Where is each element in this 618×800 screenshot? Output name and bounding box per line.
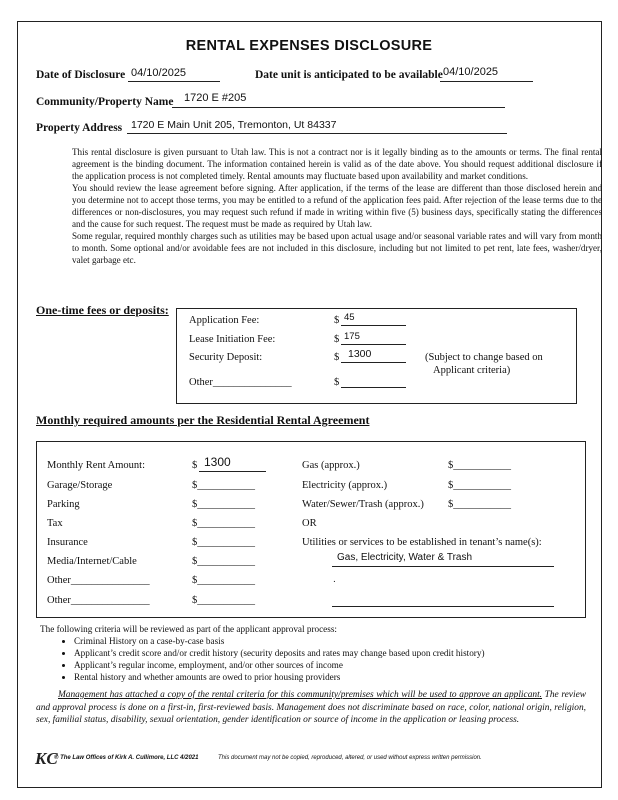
insurance-label: Insurance: [47, 537, 88, 548]
document-title: RENTAL EXPENSES DISCLOSURE: [185, 38, 433, 54]
garage-storage-label: Garage/Storage: [47, 480, 113, 491]
management-note-underlined: Management has attached a copy of the rental criteria for this community/premises which will be used to approve an applicant.: [58, 690, 543, 700]
community-field[interactable]: 1720 E #205: [184, 92, 247, 104]
monthly-other-1-label: Other_______________: [47, 575, 150, 586]
security-deposit-dollar: $: [334, 352, 340, 363]
gas-amount[interactable]: $___________: [448, 460, 511, 471]
one-time-other-label: Other_______________: [189, 377, 292, 388]
tax-amount[interactable]: $___________: [192, 518, 255, 529]
criteria-list: [40, 635, 485, 683]
monthly-other-2-label: Other_______________: [47, 595, 150, 606]
date-of-disclosure-line: [128, 81, 220, 82]
available-date-label: Date unit is anticipated to be available: [255, 69, 443, 81]
date-of-disclosure-field[interactable]: 04/10/2025: [131, 67, 187, 79]
available-date-field[interactable]: 04/10/2025: [443, 66, 499, 78]
monthly-rent-line: [199, 471, 266, 472]
date-of-disclosure-label: Date of Disclosure: [36, 69, 126, 81]
address-field[interactable]: 1720 E Main Unit 205, Tremonton, Ut 84337: [131, 119, 337, 131]
law-office-name: ® The Law Offices of Kirk A. Cullimore, LLC 4/2021: [54, 755, 199, 761]
copyright-notice: This document may not be copied, reproduced, altered, or used without express written permission.: [218, 755, 482, 761]
media-internet-cable-amount[interactable]: $___________: [192, 556, 255, 567]
monthly-rent-field[interactable]: 1300: [204, 455, 231, 469]
one-time-other-line: [341, 387, 406, 388]
criteria-item: • Rental history and whether amounts are owed to prior housing providers: [74, 671, 485, 683]
garage-storage-amount[interactable]: $___________: [192, 480, 255, 491]
parking-label: Parking: [47, 499, 80, 510]
lease-initiation-fee-label: Lease Initiation Fee:: [189, 334, 276, 345]
utilities-line-2: [332, 606, 554, 607]
monthly-rent-label: Monthly Rent Amount:: [47, 460, 146, 471]
water-sewer-trash-label: Water/Sewer/Trash (approx.): [302, 499, 424, 510]
paragraph-3: Some regular, required monthly charges such as utilities may be based upon actual usage and/or seasonal variable rates and will vary from month to month. Some optional and/or avoidable fees are not included in this disclosure, including but not limited to pet rent, late fees, washer/dryer, valet garbage etc.: [72, 231, 602, 265]
management-note-text: The review and approval process is done on a first-in, first-reviewed basis. Management does not discriminate based on race, color, national origin, religion, sex, familial status, disability, sexual orientation, gender identification or source of income in the application or leasing process.: [36, 690, 586, 725]
application-fee-field[interactable]: 45: [344, 312, 355, 323]
monthly-amounts-heading: Monthly required amounts per the Residential Rental Agreement: [36, 413, 370, 427]
one-time-other-dollar: $: [334, 377, 340, 388]
monthly-rent-dollar: $: [192, 460, 198, 471]
parking-amount[interactable]: $___________: [192, 499, 255, 510]
monthly-other-2-amount[interactable]: $___________: [192, 595, 255, 606]
criteria-intro: The following criteria will be reviewed as part of the applicant approval process:: [40, 624, 337, 634]
address-line: [127, 133, 507, 134]
lease-initiation-fee-dollar: $: [334, 334, 340, 345]
tax-label: Tax: [47, 518, 63, 529]
application-fee-line: [341, 325, 406, 326]
lease-initiation-fee-line: [341, 344, 406, 345]
management-note: [36, 689, 586, 727]
one-time-fees-heading: One-time fees or deposits:: [36, 303, 169, 317]
electricity-label: Electricity (approx.): [302, 480, 388, 491]
paragraph-2: You should review the lease agreement before signing. After application, if the terms of the lease are different than those disclosed herein and you determine not to accept those terms, you may be entitled to a refund of the application fees paid. After rejection of the lease terms due to the differences or non-disclosures, you may request such refund if made in writing within five (5) business days, specifically stating the differences and the cause for such request. The request must be made as required by Utah law.: [72, 183, 602, 229]
utilities-line-1: [332, 566, 554, 567]
utilities-tenant-label: Utilities or services to be established in tenant’s name(s):: [302, 537, 542, 548]
criteria-item: • Applicant’s credit score and/or credit history (security deposits and rates may change based upon credit history): [74, 647, 485, 659]
insurance-amount[interactable]: $___________: [192, 537, 255, 548]
water-sewer-trash-amount[interactable]: $___________: [448, 499, 511, 510]
security-deposit-line: [341, 362, 406, 363]
svg-text:KC: KC: [35, 749, 58, 768]
media-internet-cable-label: Media/Internet/Cable: [47, 556, 137, 567]
community-label: Community/Property Name: [36, 96, 174, 108]
utilities-tenant-field[interactable]: Gas, Electricity, Water & Trash: [337, 552, 473, 563]
criteria-section: [40, 623, 485, 683]
criteria-item: • Criminal History on a case-by-case basis: [74, 635, 485, 647]
gas-label: Gas (approx.): [302, 460, 360, 471]
subject-to-change-note-2: Applicant criteria): [433, 365, 511, 376]
available-date-line: [440, 81, 533, 82]
subject-to-change-note-1: (Subject to change based on: [425, 352, 543, 363]
paragraph-1: This rental disclosure is given pursuant to Utah law. This is not a contract nor is it legally binding as to the amounts or terms. The final rental agreement is the binding document. The information contained herein is valid as of the date above. You should request additional disclosure if the application process is not completed timely. Rental amounts may fluctuate based upon availability and market conditions.: [72, 147, 602, 181]
community-line: [172, 107, 505, 108]
criteria-item: • Applicant’s regular income, employment, and/or other sources of income: [74, 659, 485, 671]
monthly-other-1-amount[interactable]: $___________: [192, 575, 255, 586]
security-deposit-label: Security Deposit:: [189, 352, 263, 363]
application-fee-label: Application Fee:: [189, 315, 260, 326]
application-fee-dollar: $: [334, 315, 340, 326]
security-deposit-field[interactable]: 1300: [348, 348, 372, 360]
lease-initiation-fee-field[interactable]: 175: [344, 331, 360, 342]
disclosure-paragraphs: [36, 146, 602, 266]
address-label: Property Address: [36, 122, 123, 134]
or-label: OR: [302, 518, 317, 529]
electricity-amount[interactable]: $___________: [448, 480, 511, 491]
utilities-tenant-field-2[interactable]: .: [333, 574, 336, 585]
